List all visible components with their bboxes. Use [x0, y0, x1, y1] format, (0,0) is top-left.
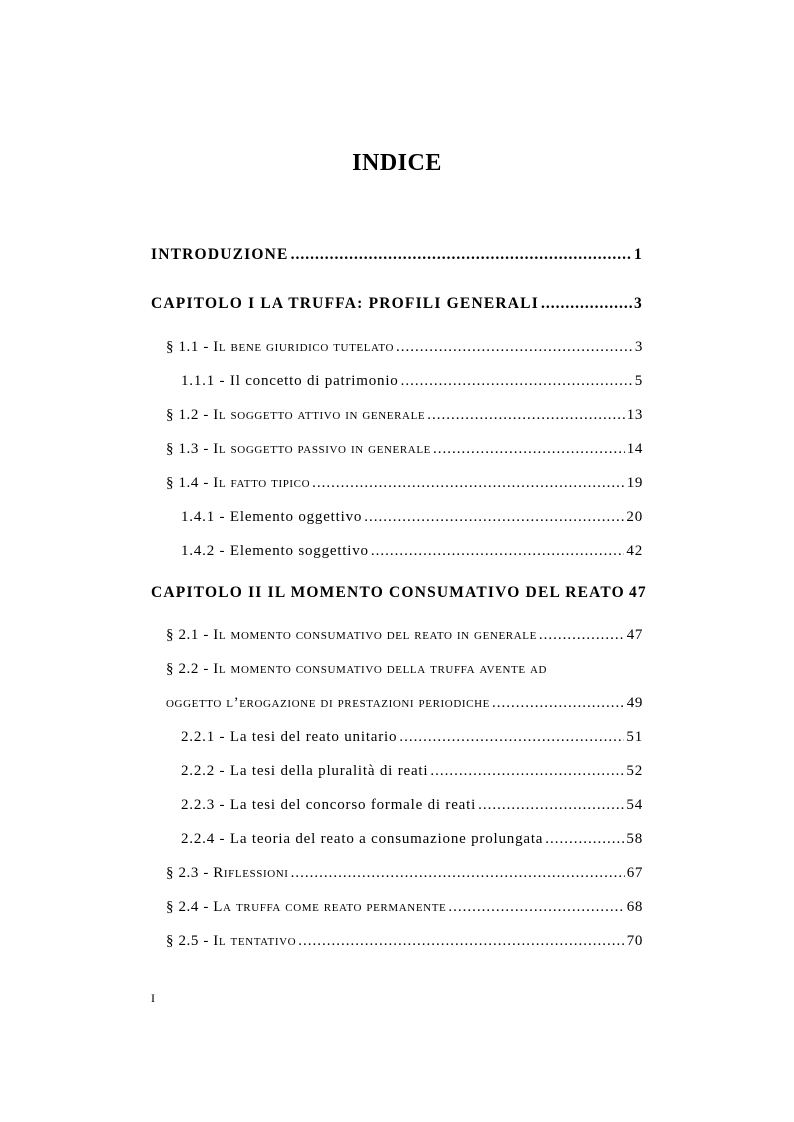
toc-entry-page: 47 — [626, 627, 643, 643]
toc-entry-2-4[interactable] — [151, 899, 643, 921]
toc-entry-1-1[interactable] — [151, 339, 643, 361]
toc-entry-page: 1 — [634, 246, 643, 263]
toc-entry-label: 2.2.4 - La teoria del reato a consumazione prolungata — [181, 831, 544, 847]
dot-leader — [430, 763, 624, 780]
toc-entry-page: 14 — [626, 441, 643, 457]
toc-entry-label: § 1.1 - Il bene giuridico tutelato — [166, 339, 395, 355]
toc-entry-capitolo-1[interactable] — [151, 295, 643, 317]
toc-entry-page: 49 — [626, 695, 643, 711]
toc-entry-label: § 1.2 - Il soggetto attivo in generale — [166, 407, 426, 423]
toc-entry-label: 1.4.2 - Elemento soggettivo — [181, 543, 369, 559]
toc-entry-page: 70 — [626, 933, 643, 949]
dot-leader — [448, 899, 624, 916]
toc-entry-label: oggetto l’erogazione di prestazioni periodiche — [166, 695, 490, 711]
dot-leader — [492, 695, 625, 712]
dot-leader — [399, 729, 624, 746]
dot-leader — [478, 797, 624, 814]
toc-entry-1-1-1[interactable] — [151, 373, 643, 395]
toc-entry-label: § 2.3 - Riflessioni — [166, 865, 289, 881]
toc-entry-2-2[interactable] — [151, 695, 643, 717]
page-number: I — [151, 991, 155, 1005]
dot-leader — [427, 407, 625, 424]
toc-entry-label: § 1.4 - Il fatto tipico — [166, 475, 311, 491]
toc-entry-1-4-1[interactable] — [151, 509, 643, 531]
toc-entry-2-1[interactable] — [151, 627, 643, 649]
toc-entry-page: 54 — [626, 797, 643, 813]
toc-entry-page: 20 — [626, 509, 643, 525]
toc-entry-label: § 2.5 - Il tentativo — [166, 933, 297, 949]
toc-entry-page: 58 — [626, 831, 643, 847]
toc-entry-page: 42 — [626, 543, 643, 559]
toc-entry-page: 13 — [626, 407, 643, 423]
dot-leader — [298, 933, 625, 950]
toc-entry-2-3[interactable] — [151, 865, 643, 887]
toc-entry-label: 2.2.1 - La tesi del reato unitario — [181, 729, 398, 745]
toc-entry-1-3[interactable] — [151, 441, 643, 463]
toc-entry-1-4[interactable] — [151, 475, 643, 497]
dot-leader — [291, 246, 632, 264]
toc-entry-2-2-4[interactable] — [151, 831, 643, 853]
toc-entry-1-2[interactable] — [151, 407, 643, 429]
toc-entry-2-2-line-1[interactable]: § 2.2 - Il momento consumativo della truffa avente ad — [166, 661, 548, 677]
dot-leader — [291, 865, 625, 882]
toc-entry-page: 19 — [626, 475, 643, 491]
toc-entry-page: 52 — [626, 763, 643, 779]
toc-entry-capitolo-2[interactable] — [151, 584, 647, 606]
toc-entry-page: 67 — [626, 865, 643, 881]
toc-entry-label: § 1.3 - Il soggetto passivo in generale — [166, 441, 431, 457]
dot-leader — [433, 441, 625, 458]
toc-entry-page: 5 — [634, 373, 643, 389]
toc-entry-label: 1.1.1 - Il concetto di patrimonio — [181, 373, 399, 389]
toc-entry-label: § 2.4 - La truffa come reato permanente — [166, 899, 447, 915]
toc-entry-2-2-3[interactable] — [151, 797, 643, 819]
toc-entry-label: CAPITOLO II IL MOMENTO CONSUMATIVO DEL REATO — [151, 584, 625, 601]
dot-leader — [401, 373, 633, 390]
toc-entry-label: 2.2.2 - La tesi della pluralità di reati — [181, 763, 429, 779]
toc-entry-page: 68 — [626, 899, 643, 915]
toc-entry-label: 1.4.1 - Elemento oggettivo — [181, 509, 363, 525]
toc-entry-label: 2.2.3 - La tesi del concorso formale di reati — [181, 797, 477, 813]
toc-entry-page: 47 — [628, 584, 647, 601]
dot-leader — [396, 339, 633, 356]
dot-leader — [541, 295, 632, 313]
toc-entry-introduzione[interactable] — [151, 246, 643, 268]
toc-entry-label: § 2.1 - Il momento consumativo del reato in generale — [166, 627, 537, 643]
dot-leader — [545, 831, 624, 848]
toc-entry-page: 51 — [626, 729, 643, 745]
page-title: INDICE — [352, 150, 442, 176]
toc-entry-2-5[interactable] — [151, 933, 643, 955]
dot-leader — [364, 509, 624, 526]
toc-entry-page: 3 — [634, 339, 643, 355]
toc-entry-page: 3 — [634, 295, 643, 312]
toc-entry-2-2-2[interactable] — [151, 763, 643, 785]
dot-leader — [312, 475, 625, 492]
dot-leader — [371, 543, 625, 560]
toc-entry-1-4-2[interactable] — [151, 543, 643, 565]
toc-entry-2-2-1[interactable] — [151, 729, 643, 751]
toc-entry-label: CAPITOLO I LA TRUFFA: PROFILI GENERALI — [151, 295, 539, 312]
dot-leader — [539, 627, 625, 644]
toc-entry-label: INTRODUZIONE — [151, 246, 289, 263]
